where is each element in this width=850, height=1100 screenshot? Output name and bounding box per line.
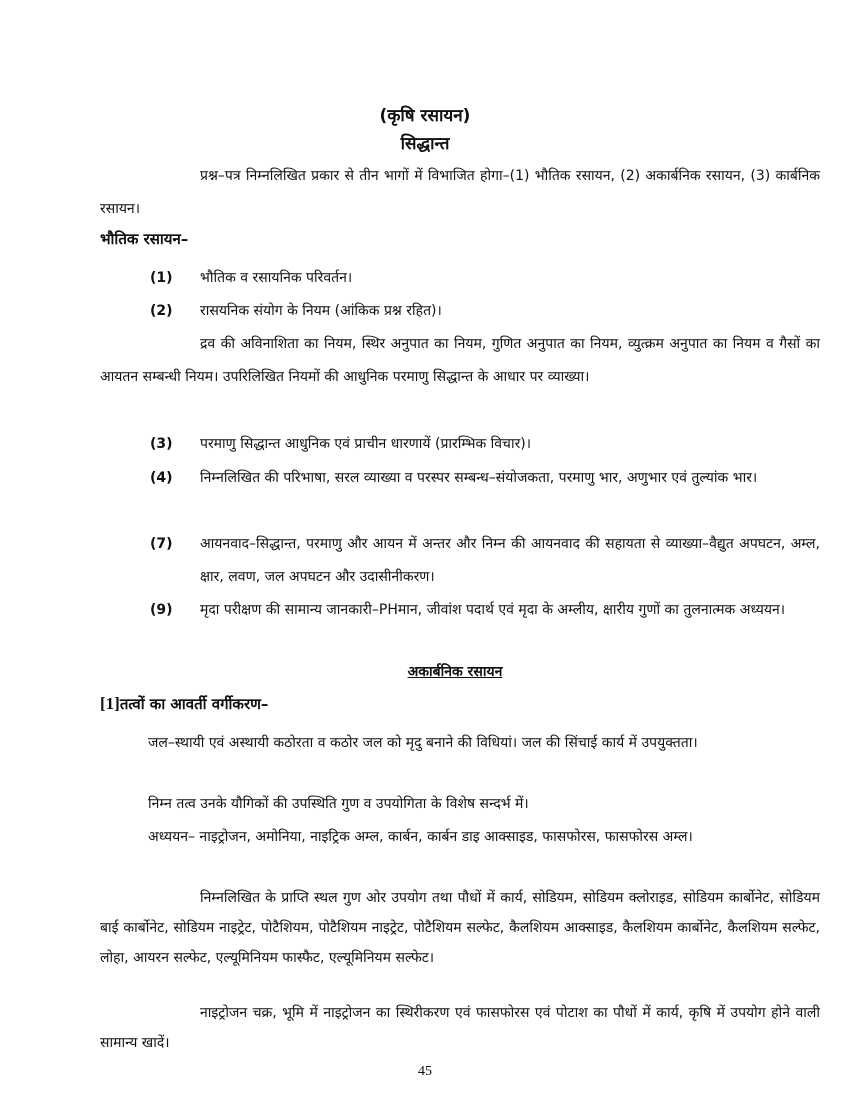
item-text: निम्नलिखित की परिभाषा, सरल व्याख्या व परस्पर सम्बन्ध–संयोजकता, परमाणु भार, अणुभार एवं तुल्यांक भार। <box>200 470 758 486</box>
compounds-paragraph: निम्नलिखित के प्राप्ति स्थल गुण ओर उपयोग तथा पौधों में कार्य, सोडियम, सोडियम क्लोराइड, सोडियम कार्बोनेट, सोडियम बाई कार्बोनेट, सोडियम नाइट्रेट, पोटैशियम, पोटैशियम नाइट्रेट, पोटैशियम सल्फेट, कैलशियम आक्साइड, कैलशियम कार्बोनेट, कैलशियम सल्फेट, लोहा, आयरन सल्फेट, एल्यूमिनियम फास्फैट, एल्यूमिनियम सल्फेट। <box>100 890 820 966</box>
item-text: भौतिक व रसायनिक परिवर्तन। <box>200 270 353 286</box>
laws-paragraph: द्रव की अविनाशिता का नियम, स्थिर अनुपात का नियम, गुणित अनुपात का नियम, व्युत्क्रम अनुपात का नियम व गैसों का आयतन सम्बन्धी नियम। उपरिलिखित नियमों की आधुनिक परमाणु सिद्धान्त के आधार पर व्याख्या। <box>100 336 820 385</box>
item-number: (2) <box>150 303 173 319</box>
intro-paragraph: प्रश्न–पत्र निम्नलिखित प्रकार से तीन भागों में विभाजित होगा–(1) भौतिक रसायन, (2) अकार्बनिक रसायन, (3) कार्बनिक रसायन। <box>100 168 820 217</box>
item-number: (1) <box>150 270 173 286</box>
list-item <box>150 428 820 461</box>
periodic-classification-heading <box>100 694 268 714</box>
page-number: 45 <box>418 1064 432 1079</box>
item-number: (3) <box>150 436 173 452</box>
item-number: (4) <box>150 470 173 486</box>
section-label: तत्वों का आवर्ती वर्गीकरण– <box>119 695 269 713</box>
list-item <box>150 462 820 495</box>
nitrogen-cycle-paragraph: नाइट्रोजन चक्र, भूमि में नाइट्रोजन का स्थिरीकरण एवं फासफोरस एवं पोटाश का पौधों में कार्य, कृषि में उपयोग होने वाली सामान्य खादें। <box>100 1005 820 1051</box>
item-number: (9) <box>150 602 173 618</box>
item-text: रासयनिक संयोग के नियम (आंकिक प्रश्न रहित)। <box>200 303 442 319</box>
document-title: (कृषि रसायन) <box>379 106 471 126</box>
document-subtitle: सिद्धान्त <box>400 134 450 154</box>
study-paragraph: अध्ययन– नाइट्रोजन, अमोनिया, नाइट्रिक अम्ल, कार्बन, कार्बन डाइ आक्साइड, फासफोरस, फासफोरस अम्ल। <box>148 829 693 845</box>
water-paragraph: जल–स्थायी एवं अस्थायी कठोरता व कठोर जल को मृदु बनाने की विधियां। जल की सिंचाई कार्य में उपयुक्तता। <box>148 735 698 751</box>
list-item <box>150 295 820 328</box>
elements-paragraph: निम्न तत्व उनके यौगिकों की उपस्थिति गुण व उपयोगिता के विशेष सन्दर्भ में। <box>148 796 529 812</box>
item-text: आयनवाद–सिद्धान्त, परमाणु और आयन में अन्तर और निम्न की आयनवाद की सहायता से व्याख्या–वैद्युत अपघटन, अम्ल, क्षार, लवण, जल अपघटन और उदासीनीकरण। <box>200 536 820 585</box>
inorganic-heading-text: अकार्बनिक रसायन <box>407 664 503 680</box>
list-item <box>150 594 820 627</box>
item-text: परमाणु सिद्धान्त आधुनिक एवं प्राचीन धारणायें (प्रारम्भिक विचार)। <box>200 436 532 452</box>
item-number: (7) <box>150 536 173 552</box>
item-text: मृदा परीक्षण की सामान्य जानकारी–PHमान, जीवांश पदार्थ एवं मृदा के अम्लीय, क्षारीय गुणों का तुलनात्मक अध्ययन। <box>200 602 786 618</box>
list-item <box>150 262 820 295</box>
inorganic-heading <box>0 662 850 681</box>
physical-chemistry-heading: भौतिक रसायन– <box>100 230 189 248</box>
list-item <box>150 528 820 594</box>
section-number: [1] <box>100 694 120 713</box>
